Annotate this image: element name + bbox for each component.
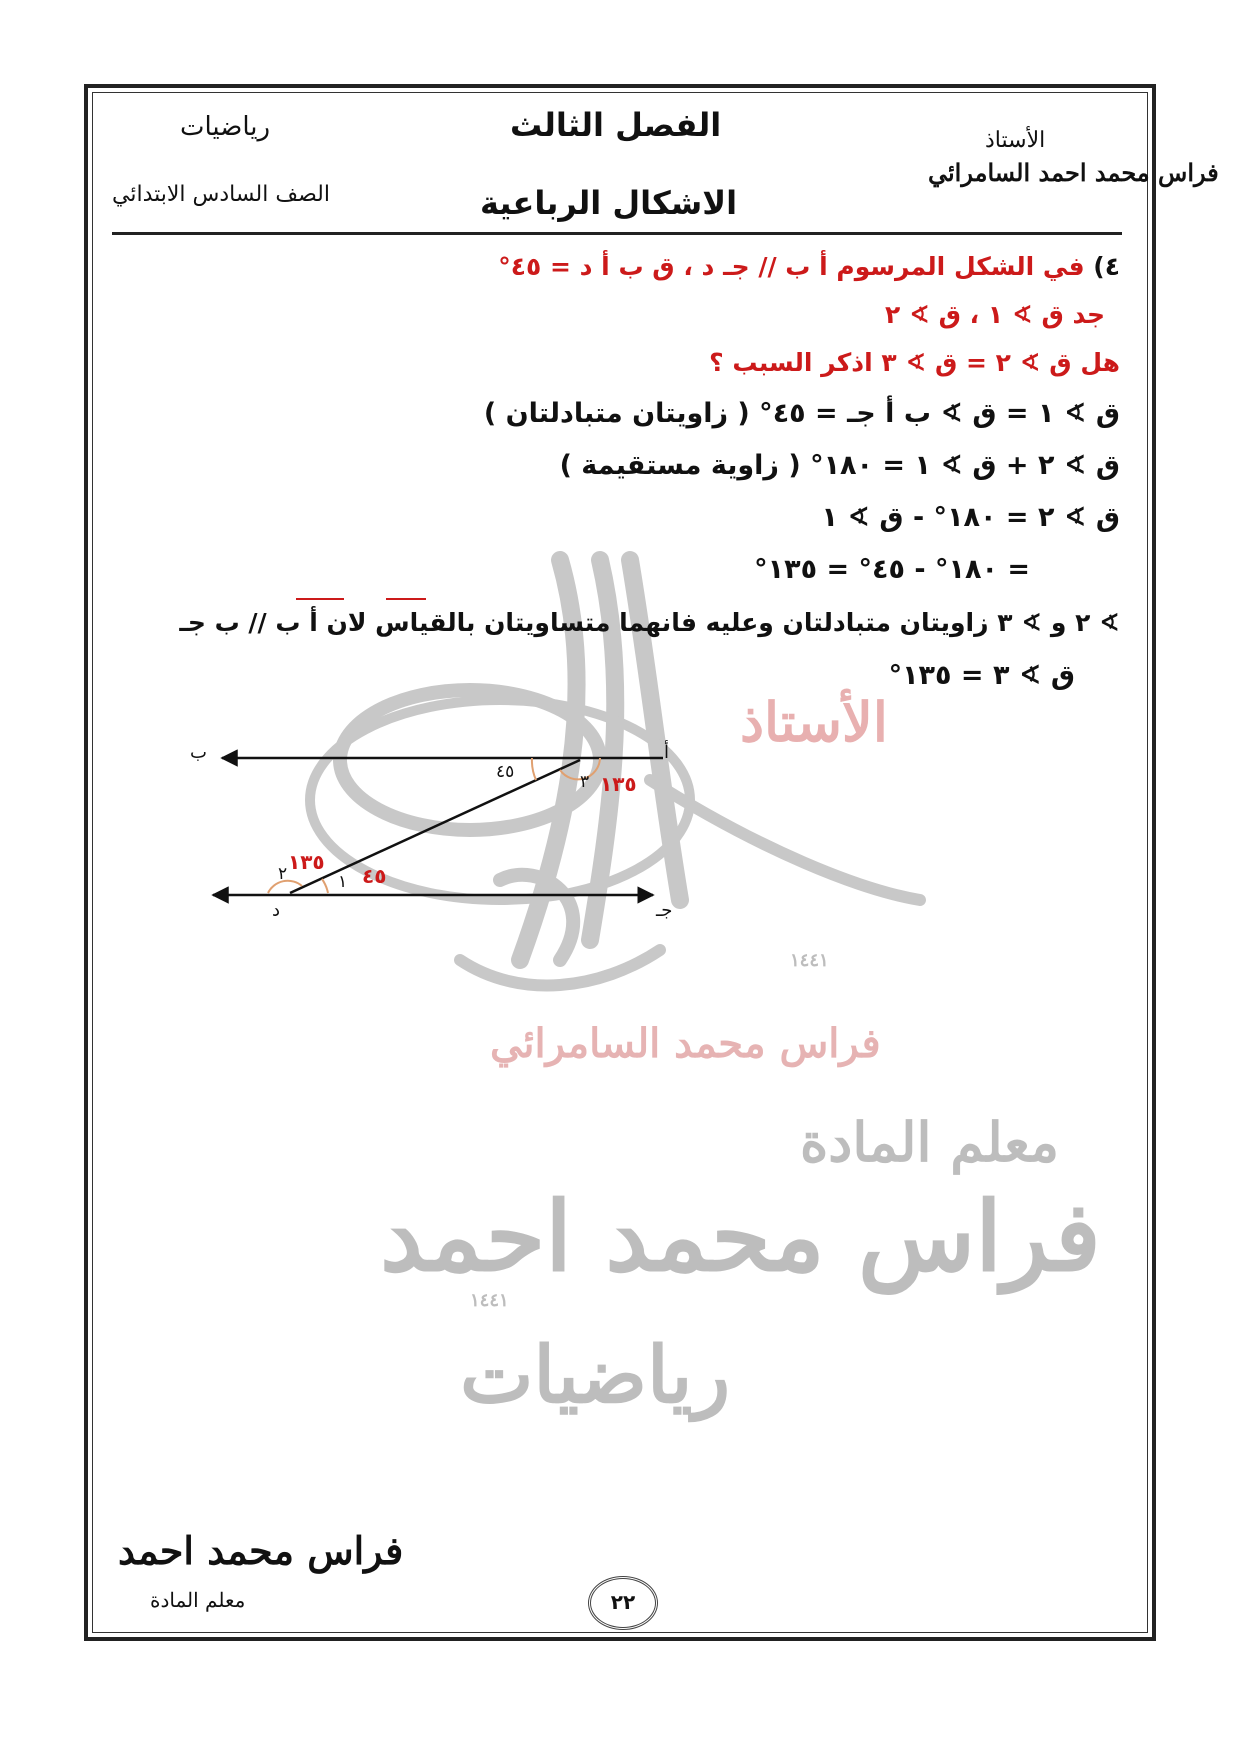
header-subject: رياضيات — [180, 112, 271, 142]
watermark-year-2: ١٤٤١ — [470, 1290, 509, 1311]
solution-line-2: ق ∢ ٢ + ق ∢ ١ = ١٨٠° ( زاوية مستقيمة ) — [559, 450, 1120, 481]
teacher-logo-name: فراس محمد احمد السامرائي — [928, 158, 1219, 187]
footer-logo-role: معلم المادة — [150, 1588, 246, 1612]
solution-line-3: ق ∢ ٢ = ١٨٠° - ق ∢ ١ — [821, 502, 1120, 533]
angle-2-value: ١٣٥ — [288, 850, 325, 874]
angle-top-given: ٤٥ — [496, 762, 515, 782]
point-label-c: جـ — [656, 900, 673, 921]
angle-2-label: ٢ — [278, 864, 288, 884]
footer-logo-name: فراس محمد احمد — [118, 1528, 404, 1573]
solution-line-1: ق ∢ ١ = ق ∢ ب أ جـ = ٤٥° ( زاويتان متبادلتان ) — [483, 398, 1120, 429]
chapter-title: الفصل الثالث — [510, 106, 722, 144]
problem-task-2: هل ق ∢ ٢ = ق ∢ ٣ اذكر السبب ؟ — [709, 348, 1120, 377]
solution-line-4: = ١٨٠° - ٤٥° = ١٣٥° — [754, 554, 1030, 585]
transversal-ad — [290, 760, 580, 893]
watermark-name-large: فراس محمد احمد — [380, 1180, 1101, 1293]
point-label-a: أ — [664, 742, 670, 763]
watermark-role: معلم المادة — [800, 1110, 1060, 1174]
angle-arc-top — [532, 758, 536, 780]
problem-number: ٤) — [1093, 252, 1120, 281]
angle-arc-1 — [322, 879, 328, 893]
header-grade: الصف السادس الابتدائي — [112, 182, 330, 207]
angle-3-label: ٣ — [580, 772, 590, 792]
watermark-name-small: فراس محمد السامرائي — [490, 1020, 881, 1067]
teacher-logo-title: الأستاذ — [985, 128, 1046, 153]
solution-line-5: ∢ ٢ و ∢ ٣ زاويتان متبادلتان وعليه فانهما متساويتان بالقياس لان أ ب // ب جـ — [179, 608, 1120, 637]
watermark-title: الأستاذ — [740, 690, 888, 754]
page-number: ٢٢ — [588, 1576, 658, 1630]
solution-line-6: ق ∢ ٣ = ١٣٥° — [888, 660, 1075, 691]
watermark-subject: رياضيات — [460, 1330, 731, 1421]
topic-title: الاشكال الرباعية — [480, 184, 738, 222]
point-label-b: ب — [190, 742, 207, 763]
angle-1-value: ٤٥ — [362, 864, 387, 888]
angle-3-value: ١٣٥ — [600, 772, 637, 796]
problem-text: في الشكل المرسوم أ ب // جـ د ، ق ب أ د = ٤٥° — [498, 252, 1085, 281]
point-label-d: د — [272, 900, 281, 921]
watermark-year: ١٤٤١ — [790, 950, 829, 971]
angle-1-label: ١ — [338, 872, 348, 892]
problem-task-1: جد ق ∢ ١ ، ق ∢ ٢ — [884, 300, 1105, 329]
